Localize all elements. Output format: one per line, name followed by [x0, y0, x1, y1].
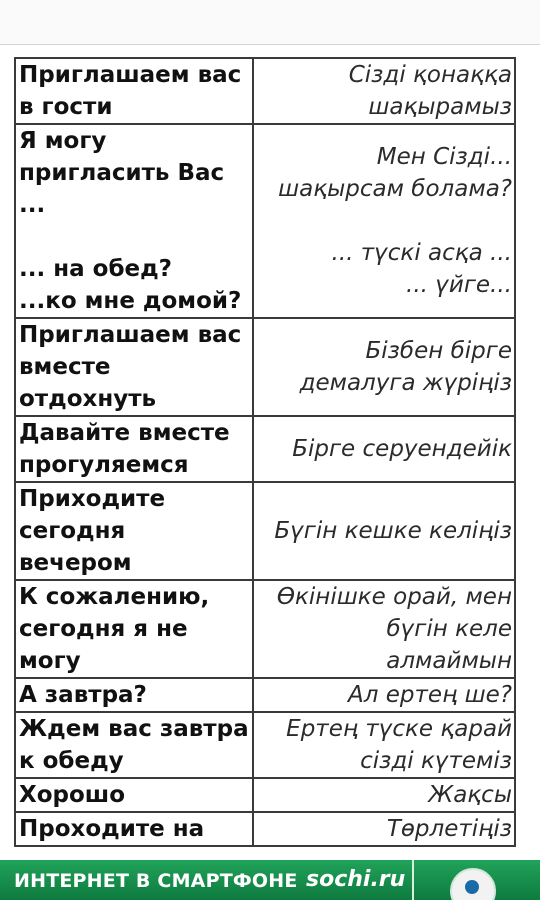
table-row [15, 58, 515, 124]
russian-phrase: Я могу пригласить Вас ... ... на обед? ...ко мне домой? [15, 124, 253, 318]
ad-text: ИНТЕРНЕТ В СМАРТФОНЕ [14, 870, 298, 892]
top-bar [0, 0, 540, 45]
russian-phrase: Приглашаем вас вместе отдохнуть [15, 318, 253, 416]
kazakh-translation: Өкінішке орай, мен бүгін келе алмаймын [253, 580, 515, 678]
table-row [15, 482, 515, 580]
table-row [15, 778, 515, 812]
ad-brand: sochi.ru [306, 867, 406, 892]
kazakh-translation: Бірге серуендейік [253, 416, 515, 482]
table-row [15, 812, 515, 846]
table-row [15, 678, 515, 712]
kazakh-translation: Бүгін кешке келіңіз [253, 482, 515, 580]
russian-phrase: Приглашаем вас в гости [15, 58, 253, 124]
russian-phrase: А завтра? [15, 678, 253, 712]
kazakh-translation: Мен Сізді... шақырсам болама? ... түскі асқа ... ... үйге... [253, 124, 515, 318]
kazakh-translation: Ал ертең ше? [253, 678, 515, 712]
russian-phrase: Приходите сегодня вечером [15, 482, 253, 580]
kazakh-translation: Төрлетіңіз [253, 812, 515, 846]
phrase-table [14, 57, 516, 847]
table-row [15, 416, 515, 482]
table-row [15, 318, 515, 416]
globe-logo-icon [450, 868, 496, 900]
russian-phrase: Проходите на [15, 812, 253, 846]
russian-phrase: Давайте вместе прогуляемся [15, 416, 253, 482]
kazakh-translation: Сізді қонаққа шақырамыз [253, 58, 515, 124]
kazakh-translation: Бізбен бірге демалуга жүріңіз [253, 318, 515, 416]
table-row [15, 712, 515, 778]
ad-divider [412, 860, 414, 900]
ad-banner[interactable] [0, 860, 540, 900]
russian-phrase: Хорошо [15, 778, 253, 812]
table-row [15, 124, 515, 318]
russian-phrase: К сожалению, сегодня я не могу [15, 580, 253, 678]
russian-phrase: Ждем вас завтра к обеду [15, 712, 253, 778]
kazakh-translation: Ертең түске қарай сізді күтеміз [253, 712, 515, 778]
table-row [15, 580, 515, 678]
kazakh-translation: Жақсы [253, 778, 515, 812]
